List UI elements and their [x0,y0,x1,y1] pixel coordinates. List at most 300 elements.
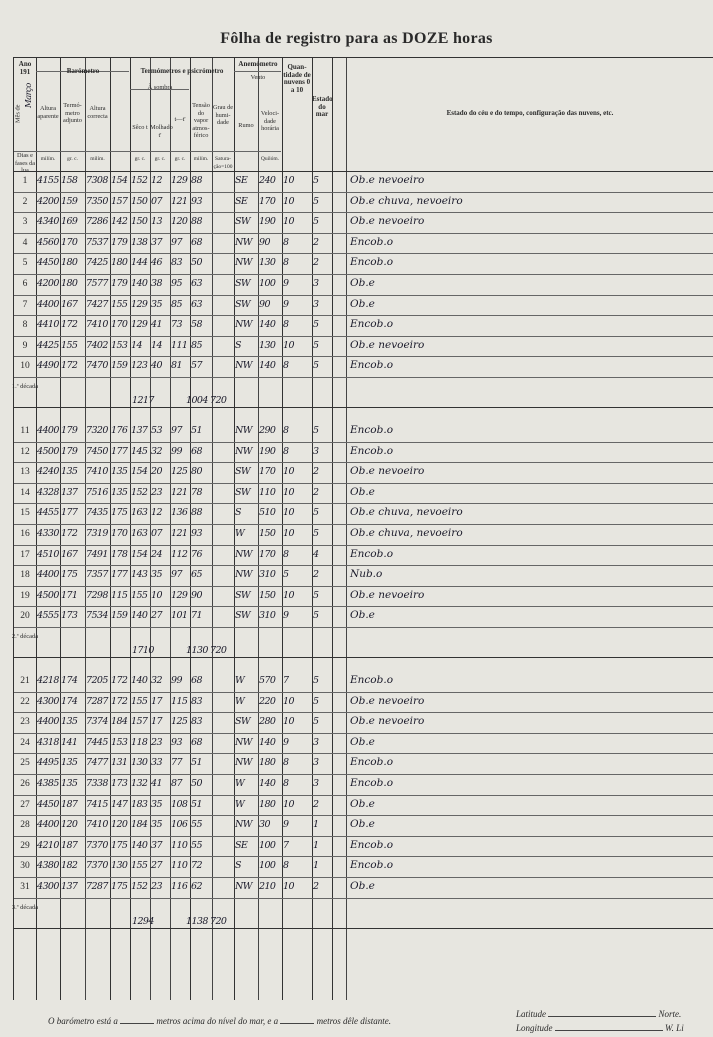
cell-temp-diff[interactable]: 12 [151,507,162,519]
cell-wind-direction[interactable]: NW [235,445,252,457]
cell-sea-state[interactable]: 5 [313,507,319,519]
cell-attached-temp[interactable]: 135 [61,778,78,789]
cell-cloud-amount[interactable]: 9 [283,819,289,831]
cell-humidity[interactable]: 85 [191,339,202,351]
cell-cloud-amount[interactable]: 8 [283,319,289,331]
cell-sea-state[interactable]: 5 [313,195,319,207]
cell-sky-observation[interactable]: Encob.o [350,674,394,686]
cell-sky-observation[interactable]: Encob.o [350,756,394,769]
cell-humidity[interactable]: 68 [191,736,202,748]
cell-humidity[interactable]: 88 [191,175,202,186]
cell-corrected-height[interactable]: 7450 [86,445,108,457]
cell-temp-diff[interactable]: 38 [151,278,162,289]
cell-apparent-height[interactable]: 4500 [37,589,59,601]
cell-sea-state[interactable]: 2 [313,881,319,892]
cell-apparent-height[interactable]: 4500 [37,445,59,457]
cell-wind-speed[interactable]: 140 [259,736,276,748]
cell-corrected-height[interactable]: 7534 [86,610,108,622]
cell-sky-observation[interactable]: Ob.e nevoeiro [350,338,425,351]
cell-attached-temp[interactable]: 159 [61,195,78,207]
cell-temp-diff[interactable]: 53 [151,425,162,436]
decade-tension-total[interactable]: 1130 [186,645,208,656]
cell-corrected-height[interactable]: 7425 [86,257,108,269]
cell-wind-direction[interactable]: W [235,778,245,789]
cell-humidity[interactable]: 83 [191,695,202,707]
cell-vapour-tension[interactable]: 111 [171,339,188,351]
cell-temp-diff[interactable]: 46 [151,257,162,269]
cell-vapour-tension[interactable]: 87 [171,778,182,789]
cell-vapour-tension[interactable]: 129 [171,589,188,601]
cell-sky-observation[interactable]: Encob.o [350,444,394,457]
cell-cloud-amount[interactable]: 8 [283,778,289,789]
cell-apparent-height[interactable]: 4400 [37,425,59,436]
cell-wind-speed[interactable]: 170 [259,548,276,560]
cell-wet-temp[interactable]: 152 [131,175,148,186]
cell-apparent-height[interactable]: 4400 [37,716,59,728]
cell-humidity[interactable]: 55 [191,819,202,831]
cell-wind-speed[interactable]: 570 [259,675,276,686]
cell-attached-temp[interactable]: 180 [61,278,78,289]
cell-temp-diff[interactable]: 13 [151,216,162,228]
cell-cloud-amount[interactable]: 9 [283,736,289,748]
cell-vapour-tension[interactable]: 95 [171,278,182,289]
cell-wind-speed[interactable]: 170 [259,466,276,478]
cell-sky-observation[interactable]: Ob.e [350,277,375,289]
cell-sky-observation[interactable]: Nub.o [350,568,383,581]
cell-sea-state[interactable]: 3 [313,278,319,289]
cell-sky-observation[interactable]: Ob.e [350,297,375,310]
cell-wind-direction[interactable]: W [235,675,245,686]
cell-humidity[interactable]: 93 [191,195,202,207]
cell-wet-temp[interactable]: 137 [131,425,148,436]
cell-sea-state[interactable]: 5 [313,360,319,372]
cell-wind-speed[interactable]: 140 [259,319,276,331]
cell-cloud-amount[interactable]: 8 [283,548,289,560]
cell-temp-diff[interactable]: 20 [151,466,162,478]
cell-humidity[interactable]: 88 [191,216,202,228]
cell-vapour-tension[interactable]: 110 [171,839,188,851]
cell-attached-temp[interactable]: 175 [61,569,78,581]
cell-dry-temp[interactable]: 147 [111,798,128,810]
cell-sea-state[interactable]: 3 [313,757,319,769]
cell-apparent-height[interactable]: 4330 [37,528,59,539]
cell-cloud-amount[interactable]: 10 [283,466,294,478]
cell-sea-state[interactable]: 2 [313,486,319,498]
cell-attached-temp[interactable]: 177 [61,507,78,519]
cell-humidity[interactable]: 51 [191,798,202,810]
cell-vapour-tension[interactable]: 129 [171,175,188,186]
cell-wind-direction[interactable]: NW [235,736,252,748]
cell-corrected-height[interactable]: 7410 [86,466,108,478]
cell-sea-state[interactable]: 5 [313,675,319,686]
cell-sea-state[interactable]: 2 [313,466,319,478]
cell-attached-temp[interactable]: 155 [61,339,78,351]
cell-sky-observation[interactable]: Ob.e nevoeiro [350,174,425,186]
cell-sea-state[interactable]: 1 [313,819,319,831]
barometer-distance-blank[interactable] [280,1023,314,1024]
cell-wind-direction[interactable]: W [235,528,245,539]
cell-corrected-height[interactable]: 7205 [86,675,108,686]
cell-wet-temp[interactable]: 140 [131,675,148,686]
cell-temp-diff[interactable]: 35 [151,569,162,581]
cell-wind-direction[interactable]: S [235,507,241,519]
cell-sea-state[interactable]: 5 [313,528,319,539]
cell-wet-temp[interactable]: 184 [131,819,148,831]
cell-sky-observation[interactable]: Ob.e nevoeiro [350,465,425,478]
cell-wet-temp[interactable]: 14 [131,339,142,351]
cell-humidity[interactable]: 76 [191,548,202,560]
cell-vapour-tension[interactable]: 81 [171,360,182,372]
cell-dry-temp[interactable]: 155 [111,298,128,310]
cell-temp-diff[interactable]: 07 [151,195,162,207]
cell-dry-temp[interactable]: 170 [111,528,128,539]
cell-vapour-tension[interactable]: 83 [171,257,182,269]
cell-cloud-amount[interactable]: 8 [283,757,289,769]
cell-attached-temp[interactable]: 135 [61,716,78,728]
cell-humidity[interactable]: 68 [191,236,202,248]
latitude-blank[interactable] [548,1016,656,1017]
cell-wind-speed[interactable]: 310 [259,569,276,581]
cell-humidity[interactable]: 68 [191,675,202,686]
cell-attached-temp[interactable]: 172 [61,319,78,331]
cell-attached-temp[interactable]: 135 [61,757,78,769]
cell-wind-direction[interactable]: W [235,798,245,810]
cell-wind-speed[interactable]: 190 [259,445,276,457]
cell-wind-direction[interactable]: NW [235,548,252,560]
cell-dry-temp[interactable]: 179 [111,236,128,248]
cell-wet-temp[interactable]: 129 [131,298,148,310]
cell-apparent-height[interactable]: 4328 [37,486,59,498]
cell-wind-speed[interactable]: 100 [259,839,276,851]
cell-corrected-height[interactable]: 7350 [86,195,108,207]
cell-wet-temp[interactable]: 130 [131,757,148,769]
cell-corrected-height[interactable]: 7370 [86,839,108,851]
cell-sky-observation[interactable]: Ob.e chuva, nevoeiro [350,506,463,519]
cell-humidity[interactable]: 88 [191,507,202,519]
cell-sea-state[interactable]: 5 [313,175,319,186]
cell-corrected-height[interactable]: 7577 [86,278,108,289]
cell-wind-direction[interactable]: SW [235,278,251,289]
cell-sea-state[interactable]: 3 [313,445,319,457]
cell-sea-state[interactable]: 3 [313,778,319,789]
cell-dry-temp[interactable]: 120 [111,819,128,831]
cell-apparent-height[interactable]: 4555 [37,610,59,622]
cell-humidity[interactable]: 90 [191,589,202,601]
cell-wind-direction[interactable]: SE [235,175,248,186]
cell-sky-observation[interactable]: Ob.e chuva, nevoeiro [350,527,463,539]
cell-sky-observation[interactable]: Encob.o [350,547,394,560]
cell-dry-temp[interactable]: 154 [111,175,128,186]
cell-wind-speed[interactable]: 210 [259,881,276,892]
cell-wind-direction[interactable]: NW [235,360,252,372]
cell-sea-state[interactable]: 5 [313,589,319,601]
cell-sea-state[interactable]: 5 [313,716,319,728]
cell-cloud-amount[interactable]: 9 [283,610,289,622]
cell-cloud-amount[interactable]: 8 [283,445,289,457]
cell-wind-speed[interactable]: 170 [259,195,276,207]
cell-sky-observation[interactable]: Ob.e [350,797,375,810]
cell-wet-temp[interactable]: 144 [131,257,148,269]
cell-cloud-amount[interactable]: 10 [283,798,294,810]
cell-sky-observation[interactable]: Ob.e [350,880,375,892]
cell-sea-state[interactable]: 5 [313,339,319,351]
cell-apparent-height[interactable]: 4218 [37,675,59,686]
cell-dry-temp[interactable]: 153 [111,736,128,748]
cell-corrected-height[interactable]: 7410 [86,319,108,331]
cell-apparent-height[interactable]: 4200 [37,195,59,207]
cell-wet-temp[interactable]: 163 [131,507,148,519]
cell-dry-temp[interactable]: 115 [111,589,128,601]
cell-sky-observation[interactable]: Ob.e nevoeiro [350,215,425,228]
cell-apparent-height[interactable]: 4450 [37,257,59,269]
cell-sea-state[interactable]: 1 [313,860,319,872]
cell-humidity[interactable]: 78 [191,486,202,498]
cell-wind-direction[interactable]: SW [235,298,251,310]
cell-sky-observation[interactable]: Encob.o [350,318,394,331]
cell-sea-state[interactable]: 1 [313,839,319,851]
cell-dry-temp[interactable]: 131 [111,757,128,769]
cell-temp-diff[interactable]: 27 [151,610,162,622]
cell-wet-temp[interactable]: 154 [131,466,148,478]
cell-dry-temp[interactable]: 178 [111,548,128,560]
cell-vapour-tension[interactable]: 116 [171,881,188,892]
barometer-height-blank[interactable] [120,1023,154,1024]
cell-apparent-height[interactable]: 4560 [37,236,59,248]
cell-cloud-amount[interactable]: 8 [283,425,289,436]
cell-corrected-height[interactable]: 7370 [86,860,108,872]
cell-humidity[interactable]: 63 [191,278,202,289]
cell-sky-observation[interactable]: Ob.e [350,609,375,622]
cell-wind-direction[interactable]: SE [235,195,248,207]
cell-apparent-height[interactable]: 4495 [37,757,59,769]
cell-wet-temp[interactable]: 155 [131,695,148,707]
cell-wind-speed[interactable]: 180 [259,798,276,810]
cell-sky-observation[interactable]: Ob.e [350,818,375,831]
cell-dry-temp[interactable]: 130 [111,860,128,872]
cell-corrected-height[interactable]: 7287 [86,695,108,707]
cell-wet-temp[interactable]: 183 [131,798,148,810]
cell-cloud-amount[interactable]: 8 [283,257,289,269]
cell-dry-temp[interactable]: 159 [111,610,128,622]
cell-apparent-height[interactable]: 4450 [37,798,59,810]
cell-attached-temp[interactable]: 167 [61,298,78,310]
cell-apparent-height[interactable]: 4410 [37,319,59,331]
cell-temp-diff[interactable]: 40 [151,360,162,372]
cell-corrected-height[interactable]: 7357 [86,569,108,581]
cell-sea-state[interactable]: 5 [313,425,319,436]
cell-wet-temp[interactable]: 145 [131,445,148,457]
cell-cloud-amount[interactable]: 10 [283,339,294,351]
cell-attached-temp[interactable]: 179 [61,445,78,457]
cell-humidity[interactable]: 65 [191,569,202,581]
longitude-blank[interactable] [555,1030,663,1031]
cell-attached-temp[interactable]: 170 [61,236,78,248]
cell-temp-diff[interactable]: 12 [151,175,162,186]
cell-attached-temp[interactable]: 167 [61,548,78,560]
cell-dry-temp[interactable]: 184 [111,716,128,728]
cell-wet-temp[interactable]: 150 [131,195,148,207]
cell-apparent-height[interactable]: 4318 [37,736,59,748]
cell-vapour-tension[interactable]: 85 [171,298,182,310]
cell-dry-temp[interactable]: 142 [111,216,128,228]
cell-corrected-height[interactable]: 7470 [86,360,108,372]
cell-apparent-height[interactable]: 4300 [37,881,59,892]
cell-corrected-height[interactable]: 7374 [86,716,108,728]
cell-temp-diff[interactable]: 17 [151,716,162,728]
cell-wet-temp[interactable]: 154 [131,548,148,560]
cell-sky-observation[interactable]: Ob.e [350,735,375,748]
cell-cloud-amount[interactable]: 10 [283,175,294,186]
cell-humidity[interactable]: 51 [191,757,202,769]
cell-wet-temp[interactable]: 163 [131,528,148,539]
cell-wind-direction[interactable]: NW [235,257,252,269]
decade-humidity-total[interactable]: 720 [210,915,227,927]
cell-corrected-height[interactable]: 7338 [86,778,108,789]
cell-wind-direction[interactable]: SW [235,610,251,622]
cell-cloud-amount[interactable]: 7 [283,675,289,686]
cell-vapour-tension[interactable]: 121 [171,195,188,207]
cell-attached-temp[interactable]: 169 [61,216,78,228]
cell-temp-diff[interactable]: 07 [151,528,162,539]
cell-attached-temp[interactable]: 180 [61,257,78,269]
cell-wind-speed[interactable]: 190 [259,216,276,228]
cell-temp-diff[interactable]: 35 [151,298,162,310]
cell-sky-observation[interactable]: Encob.o [350,838,394,851]
cell-sky-observation[interactable]: Encob.o [350,777,394,789]
cell-sea-state[interactable]: 4 [313,548,319,560]
cell-dry-temp[interactable]: 173 [111,778,128,789]
cell-humidity[interactable]: 58 [191,319,202,331]
decade-humidity-total[interactable]: 720 [210,645,227,656]
cell-temp-diff[interactable]: 35 [151,819,162,831]
cell-corrected-height[interactable]: 7445 [86,736,108,748]
cell-apparent-height[interactable]: 4300 [37,695,59,707]
cell-wind-direction[interactable]: NW [235,881,252,892]
cell-attached-temp[interactable]: 179 [61,425,78,436]
cell-vapour-tension[interactable]: 97 [171,569,182,581]
cell-corrected-height[interactable]: 7491 [86,548,108,560]
cell-temp-diff[interactable]: 10 [151,589,162,601]
cell-wet-temp[interactable]: 140 [131,278,148,289]
cell-dry-temp[interactable]: 172 [111,695,128,707]
cell-wind-speed[interactable]: 110 [259,486,276,498]
cell-wet-temp[interactable]: 123 [131,360,148,372]
cell-apparent-height[interactable]: 4385 [37,778,59,789]
cell-apparent-height[interactable]: 4155 [37,175,59,186]
cell-apparent-height[interactable]: 4380 [37,860,59,872]
cell-dry-temp[interactable]: 179 [111,278,128,289]
cell-vapour-tension[interactable]: 108 [171,798,188,810]
cell-dry-temp[interactable]: 175 [111,507,128,519]
cell-attached-temp[interactable]: 173 [61,610,78,622]
cell-vapour-tension[interactable]: 121 [171,528,188,539]
cell-wind-speed[interactable]: 310 [259,610,276,622]
cell-wet-temp[interactable]: 157 [131,716,148,728]
cell-dry-temp[interactable]: 135 [111,486,128,498]
cell-humidity[interactable]: 93 [191,528,202,539]
cell-humidity[interactable]: 62 [191,881,202,892]
cell-vapour-tension[interactable]: 115 [171,695,188,707]
cell-corrected-height[interactable]: 7308 [86,175,108,186]
cell-cloud-amount[interactable]: 10 [283,695,294,707]
cell-corrected-height[interactable]: 7435 [86,507,108,519]
cell-corrected-height[interactable]: 7537 [86,236,108,248]
cell-corrected-height[interactable]: 7286 [86,216,108,228]
cell-corrected-height[interactable]: 7427 [86,298,108,310]
cell-vapour-tension[interactable]: 73 [171,319,182,331]
cell-wind-speed[interactable]: 150 [259,589,276,601]
cell-sea-state[interactable]: 2 [313,569,319,581]
cell-wind-direction[interactable]: NW [235,819,252,831]
cell-humidity[interactable]: 72 [191,860,202,872]
cell-temp-diff[interactable]: 32 [151,675,162,686]
cell-humidity[interactable]: 55 [191,839,202,851]
cell-cloud-amount[interactable]: 10 [283,216,294,228]
cell-temp-diff[interactable]: 32 [151,445,162,457]
cell-corrected-height[interactable]: 7402 [86,339,108,351]
cell-temp-diff[interactable]: 24 [151,548,162,560]
cell-corrected-height[interactable]: 7287 [86,881,108,892]
cell-attached-temp[interactable]: 182 [61,860,78,872]
cell-vapour-tension[interactable]: 101 [171,610,188,622]
cell-temp-diff[interactable]: 23 [151,881,162,892]
cell-wet-temp[interactable]: 150 [131,216,148,228]
cell-apparent-height[interactable]: 4400 [37,569,59,581]
cell-sea-state[interactable]: 3 [313,736,319,748]
cell-wind-direction[interactable]: SW [235,216,251,228]
cell-dry-temp[interactable]: 135 [111,466,128,478]
cell-temp-diff[interactable]: 37 [151,236,162,248]
cell-wind-direction[interactable]: S [235,860,241,872]
cell-attached-temp[interactable]: 174 [61,675,78,686]
cell-humidity[interactable]: 50 [191,778,202,789]
decade-dry-total[interactable]: 1294 [132,915,154,927]
cell-sky-observation[interactable]: Ob.e nevoeiro [350,715,425,728]
cell-apparent-height[interactable]: 4425 [37,339,59,351]
decade-dry-total[interactable]: 1217 [132,395,154,406]
cell-vapour-tension[interactable]: 99 [171,675,182,686]
cell-vapour-tension[interactable]: 77 [171,757,182,769]
cell-corrected-height[interactable]: 7477 [86,757,108,769]
cell-sky-observation[interactable]: Encob.o [350,859,394,872]
cell-wet-temp[interactable]: 155 [131,860,148,872]
cell-wind-speed[interactable]: 90 [259,236,270,248]
cell-wind-speed[interactable]: 90 [259,298,270,310]
cell-wind-direction[interactable]: SW [235,466,251,478]
cell-wind-speed[interactable]: 510 [259,507,276,519]
cell-attached-temp[interactable]: 187 [61,798,78,810]
cell-cloud-amount[interactable]: 8 [283,860,289,872]
cell-cloud-amount[interactable]: 9 [283,298,289,310]
cell-vapour-tension[interactable]: 97 [171,236,182,248]
cell-vapour-tension[interactable]: 120 [171,216,188,228]
cell-attached-temp[interactable]: 120 [61,819,78,831]
cell-temp-diff[interactable]: 41 [151,778,162,789]
cell-wet-temp[interactable]: 143 [131,569,148,581]
decade-tension-total[interactable]: 1004 [186,395,208,406]
cell-cloud-amount[interactable]: 7 [283,839,289,851]
cell-attached-temp[interactable]: 137 [61,881,78,892]
cell-temp-diff[interactable]: 23 [151,486,162,498]
cell-wind-speed[interactable]: 30 [259,819,270,831]
cell-dry-temp[interactable]: 157 [111,195,128,207]
cell-wet-temp[interactable]: 155 [131,589,148,601]
cell-apparent-height[interactable]: 4455 [37,507,59,519]
cell-wind-speed[interactable]: 100 [259,860,276,872]
cell-apparent-height[interactable]: 4200 [37,278,59,289]
cell-wet-temp[interactable]: 152 [131,486,148,498]
cell-attached-temp[interactable]: 187 [61,839,78,851]
